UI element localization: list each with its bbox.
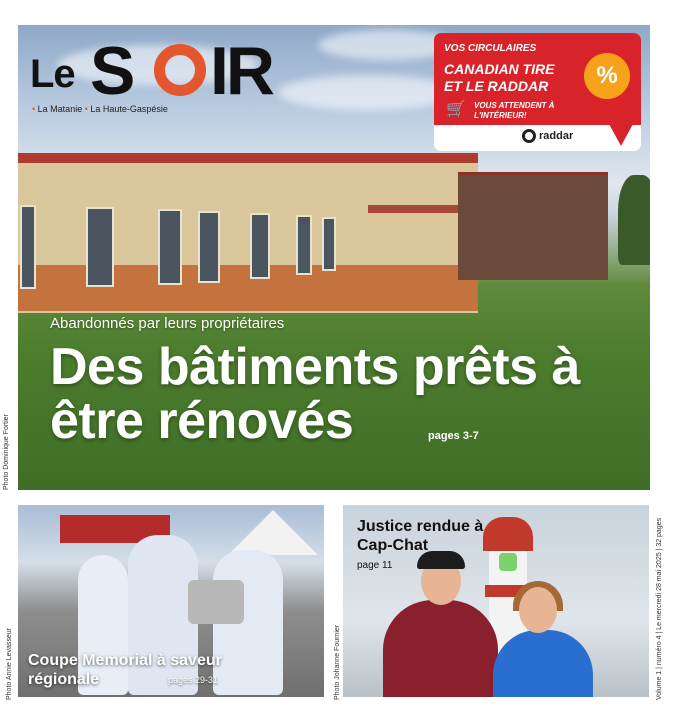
canadian-tire-logo-icon xyxy=(609,124,633,146)
hero-headline[interactable]: Des bâtiments prêts à être rénovés xyxy=(50,338,580,450)
region-dot: • xyxy=(32,104,36,114)
flyer-ad[interactable] xyxy=(434,33,641,151)
building-window xyxy=(296,215,312,275)
hero-pages: pages 3-7 xyxy=(428,430,479,442)
logo-o-ring xyxy=(154,44,206,96)
hero-photo-credit: Photo Dominique Fortier xyxy=(3,414,10,490)
story-left-pages: pages 29-31 xyxy=(168,675,219,685)
building-window xyxy=(20,205,36,289)
lighthouse-lamp xyxy=(499,553,517,571)
region-haute-gaspesie: La Haute-Gaspésie xyxy=(90,104,168,114)
ad-line2: CANADIAN TIRE xyxy=(444,61,555,77)
cart-icon: 🛒 xyxy=(446,101,466,118)
annex-building xyxy=(458,175,608,280)
story-right-title[interactable]: Justice rendue à Cap-Chat xyxy=(357,518,484,554)
hero-kicker: Abandonnés par leurs propriétaires xyxy=(50,315,285,332)
building-window xyxy=(198,211,220,283)
person-man xyxy=(383,600,498,697)
tree xyxy=(618,175,650,265)
tent xyxy=(228,510,318,555)
trophy-icon xyxy=(188,580,244,624)
building-window xyxy=(250,213,270,279)
raddar-logo-text: raddar xyxy=(539,130,574,142)
story-right-pages: page 11 xyxy=(357,560,393,571)
logo-le: Le xyxy=(30,52,75,96)
edition-info: Volume 1 | numéro 4 | Le mercredi 28 mai 2025 | 32 pages xyxy=(656,517,663,700)
story-left-title[interactable]: Coupe Memorial à saveur régionale xyxy=(28,652,222,688)
cloud xyxy=(278,75,458,110)
story-left-credit: Photo Annie Levasseur xyxy=(6,628,13,700)
ad-line3: ET LE RADDAR xyxy=(444,78,549,94)
masthead-regions xyxy=(32,104,168,114)
person-woman-head xyxy=(519,587,557,633)
percent-badge-icon: % xyxy=(584,53,630,99)
region-matanie: La Matanie xyxy=(37,104,83,114)
building-window xyxy=(158,209,182,285)
person-woman xyxy=(493,630,593,697)
building-window xyxy=(322,217,336,271)
raddar-icon xyxy=(522,129,536,143)
logo-s: S xyxy=(90,33,133,109)
ad-line1: VOS CIRCULAIRES xyxy=(444,43,537,54)
story-right-photo[interactable] xyxy=(343,505,649,697)
logo-ir: IR xyxy=(210,33,272,109)
story-right-credit: Photo Johanne Fournier xyxy=(334,624,341,700)
building-roof xyxy=(18,153,478,163)
building-window xyxy=(86,207,114,287)
story-left-photo[interactable] xyxy=(18,505,324,697)
region-dot: • xyxy=(84,104,88,114)
ad-line4: VOUS ATTENDENT À L'INTÉRIEUR! xyxy=(474,101,555,120)
